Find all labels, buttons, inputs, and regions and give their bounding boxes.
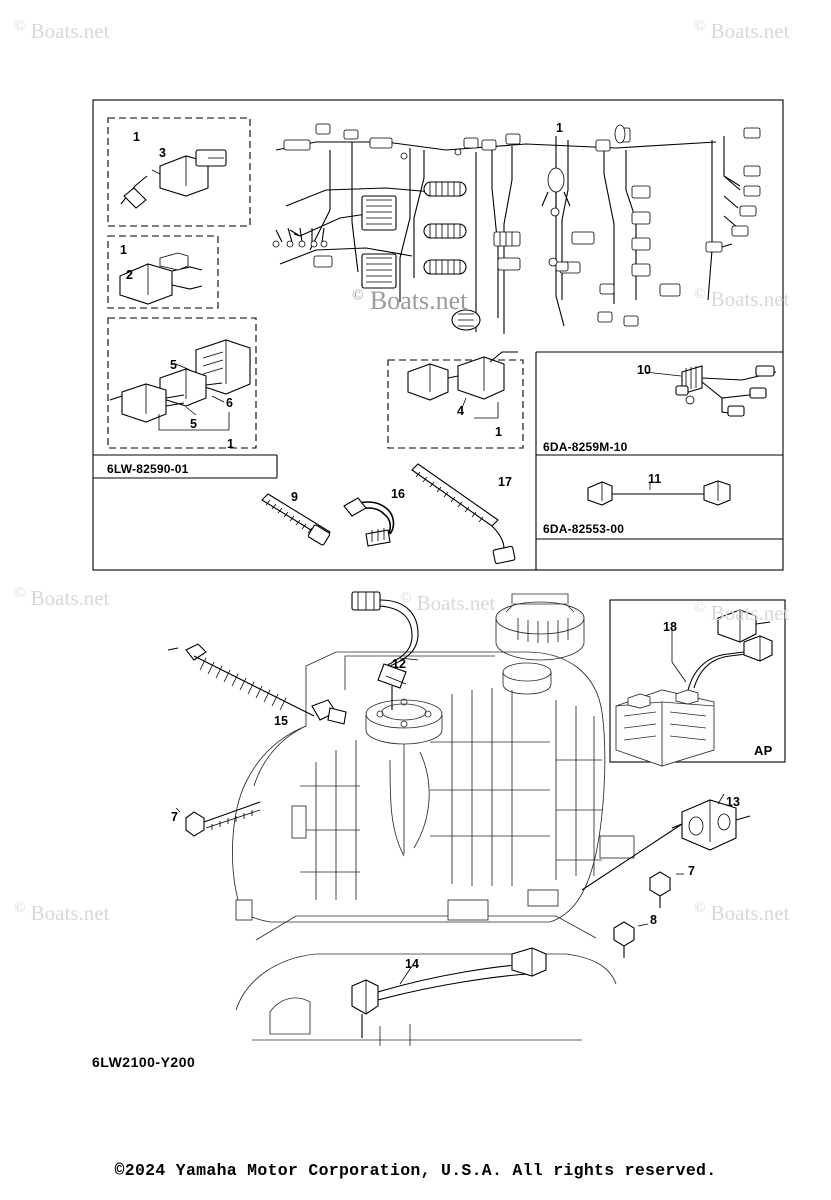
callout-16: 16 xyxy=(391,487,405,501)
copyright-notice: ©2024 Yamaha Motor Corporation, U.S.A. All rights reserved. xyxy=(114,1161,717,1180)
battery-and-lead xyxy=(616,610,772,766)
part-14-lower-harness xyxy=(352,948,546,1038)
watermark: © Boats.net xyxy=(694,600,790,625)
watermark: © Boats.net xyxy=(694,900,790,925)
callout-6: 6 xyxy=(226,396,233,410)
callout-8: 8 xyxy=(650,913,657,927)
callout-2: 2 xyxy=(126,268,133,282)
watermark: © Boats.net xyxy=(14,900,110,925)
part-15-lead xyxy=(168,644,346,724)
watermark: © Boats.net xyxy=(694,18,790,43)
part-5-6-relays xyxy=(110,340,250,430)
part-12-sensor-lead xyxy=(352,592,418,710)
callout-7: 7 xyxy=(688,864,695,878)
part-7-bolt-lower xyxy=(650,872,684,908)
part-number-sub-panel-bottom: 6DA-82553-00 xyxy=(543,522,625,536)
callout-9: 9 xyxy=(291,490,298,504)
main-wiring-harness xyxy=(273,124,760,334)
callout-10: 10 xyxy=(637,363,651,377)
watermark: © Boats.net xyxy=(352,286,468,315)
callout-18: 18 xyxy=(663,620,677,634)
part-number-main-harness: 6LW-82590-01 xyxy=(107,462,189,476)
callout-15: 15 xyxy=(274,714,288,728)
callout-12: 12 xyxy=(392,657,406,671)
callout-3: 3 xyxy=(159,146,166,160)
watermark: © Boats.net xyxy=(694,286,790,311)
callout-1: 1 xyxy=(495,425,502,439)
callout-5: 5 xyxy=(170,358,177,372)
callout-14: 14 xyxy=(405,957,419,971)
watermark: © Boats.net xyxy=(400,590,496,615)
part-7-bolt-upper xyxy=(176,802,260,836)
watermark: © Boats.net xyxy=(14,585,110,610)
callout-1: 1 xyxy=(120,243,127,257)
callout-7: 7 xyxy=(171,810,178,824)
part-16-clamp xyxy=(344,498,393,546)
figure-number: 6LW2100-Y200 xyxy=(92,1054,196,1070)
callout-11: 11 xyxy=(648,472,662,486)
badge-ap: AP xyxy=(754,743,773,758)
callout-1: 1 xyxy=(133,130,140,144)
watermark: © Boats.net xyxy=(14,18,110,43)
callout-13: 13 xyxy=(726,795,740,809)
part-8-bolt xyxy=(614,922,648,958)
part-3-connector xyxy=(121,150,226,208)
callout-1: 1 xyxy=(227,437,234,451)
part-10-harness xyxy=(645,366,776,416)
callout-5: 5 xyxy=(190,417,197,431)
callout-17: 17 xyxy=(498,475,512,489)
callout-1: 1 xyxy=(556,121,563,135)
part-number-sub-panel-top: 6DA-8259M-10 xyxy=(543,440,628,454)
callout-4: 4 xyxy=(457,404,464,418)
